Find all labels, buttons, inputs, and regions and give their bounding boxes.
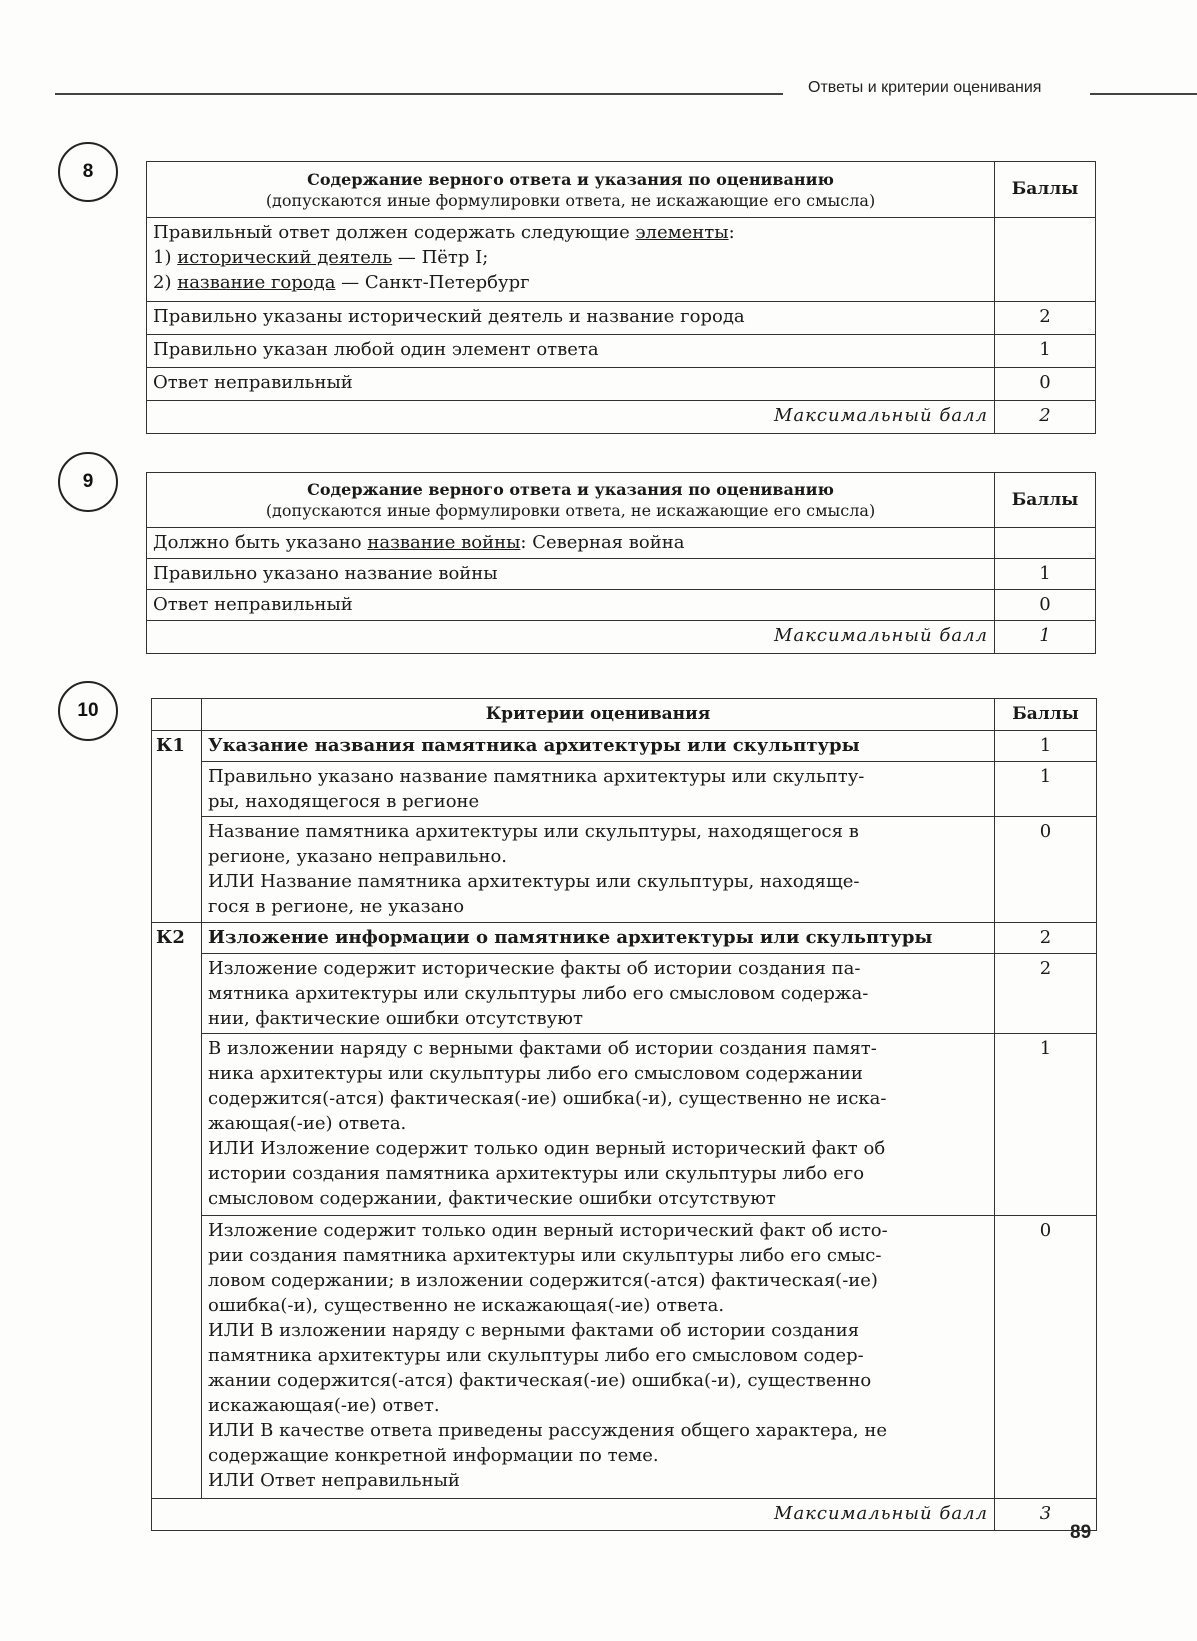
q9-answer-row bbox=[147, 528, 1096, 559]
q8-answer-row bbox=[147, 218, 1096, 302]
header-rule-right bbox=[1090, 93, 1197, 95]
q10-k1-row: К1 Указание названия памятника архитектуры или скульптуры 1 bbox=[152, 731, 1097, 762]
q9-points-header: Баллы bbox=[995, 473, 1096, 528]
table-row: Изложение содержит только один верный исторический факт об исто- рии создания памятника архитектуры или скульптуры либо его смыс- ловом содержании; в изложении содержится(-атся) фактическая(-ие) ошибка(-и), существенно не искажающая(-ие) ответа. ИЛИ В изложении наряду с верными фактами об истории создания памятника архитектуры или скульптуры либо его смысловом содер- жании содержится(-атся) фактическая(-ие) ошибка(-и), существенно искажающая(-ие) ответ. ИЛИ В качестве ответа приведены рассуждения общего характера, не содержащие конкретной информации по теме. ИЛИ Ответ неправильный 0 bbox=[152, 1216, 1097, 1499]
q8-max-score-row: Максимальный балл 2 bbox=[147, 401, 1096, 434]
table-row: Правильно указан любой один элемент ответа 1 bbox=[147, 335, 1096, 368]
q10-max-score-row: Максимальный балл 3 bbox=[152, 1499, 1097, 1531]
q9-max-score-row: Максимальный балл 1 bbox=[147, 621, 1096, 654]
q8-criteria-table bbox=[146, 161, 1096, 434]
q9-content-header: Содержание верного ответа и указания по оцениванию (допускаются иные формулировки ответа, не искажающие его смысла) bbox=[147, 473, 995, 528]
q10-header-row bbox=[152, 699, 1097, 731]
table-row: Изложение содержит исторические факты об истории создания па- мятника архитектуры или скульптуры либо его смысловом содержа- нии, фактические ошибки отсутствуют 2 bbox=[152, 954, 1097, 1034]
table-row: Правильно указано название войны 1 bbox=[147, 559, 1096, 590]
table-row: Название памятника архитектуры или скульптуры, находящегося в регионе, указано неправильно. ИЛИ Название памятника архитектуры или скульптуры, находяще- гося в регионе, не указано 0 bbox=[152, 817, 1097, 923]
criterion-code-k1: К1 bbox=[152, 731, 202, 923]
header-rule-left bbox=[55, 93, 783, 95]
q8-header-row bbox=[147, 162, 1096, 218]
table-row: Ответ неправильный 0 bbox=[147, 590, 1096, 621]
q8-answer-text: Правильный ответ должен содержать следующие элементы: 1) исторический деятель — Пётр I; 2) название города — Санкт-Петербург bbox=[147, 218, 995, 302]
question-number-10: 10 bbox=[58, 681, 118, 741]
page-number: 89 bbox=[1070, 1522, 1092, 1543]
question-number-8: 8 bbox=[58, 142, 118, 202]
q10-k2-row: К2 Изложение информации о памятнике архитектуры или скульптуры 2 bbox=[152, 923, 1097, 954]
table-row: Ответ неправильный 0 bbox=[147, 368, 1096, 401]
q9-header-row bbox=[147, 473, 1096, 528]
criterion-title-k1: Указание названия памятника архитектуры или скульптуры bbox=[202, 731, 995, 762]
running-header-title: Ответы и критерии оценивания bbox=[808, 79, 1042, 96]
q9-answer-text: Должно быть указано название войны: Северная война bbox=[147, 528, 995, 559]
table-row: Правильно указано название памятника архитектуры или скульпту- ры, находящегося в регионе 1 bbox=[152, 762, 1097, 817]
q10-criteria-table bbox=[151, 698, 1097, 1531]
q8-points-header: Баллы bbox=[995, 162, 1096, 218]
q10-criteria-header: Критерии оценивания bbox=[202, 699, 995, 731]
table-row: Правильно указаны исторический деятель и название города 2 bbox=[147, 302, 1096, 335]
q9-criteria-table bbox=[146, 472, 1096, 654]
q10-points-header: Баллы bbox=[995, 699, 1097, 731]
q8-content-header: Содержание верного ответа и указания по оцениванию (допускаются иные формулировки ответа, не искажающие его смысла) bbox=[147, 162, 995, 218]
question-number-9: 9 bbox=[58, 452, 118, 512]
criterion-title-k2: Изложение информации о памятнике архитектуры или скульптуры bbox=[202, 923, 995, 954]
table-row: В изложении наряду с верными фактами об истории создания памят- ника архитектуры или скульптуры либо его смысловом содержании содержится(-атся) фактическая(-ие) ошибка(-и), существенно не иска- жающая(-ие) ответа. ИЛИ Изложение содержит только один верный исторический факт об истории создания памятника архитектуры или скульптуры либо его смысловом содержании, фактические ошибки отсутствуют 1 bbox=[152, 1034, 1097, 1216]
criterion-code-k2: К2 bbox=[152, 923, 202, 1499]
